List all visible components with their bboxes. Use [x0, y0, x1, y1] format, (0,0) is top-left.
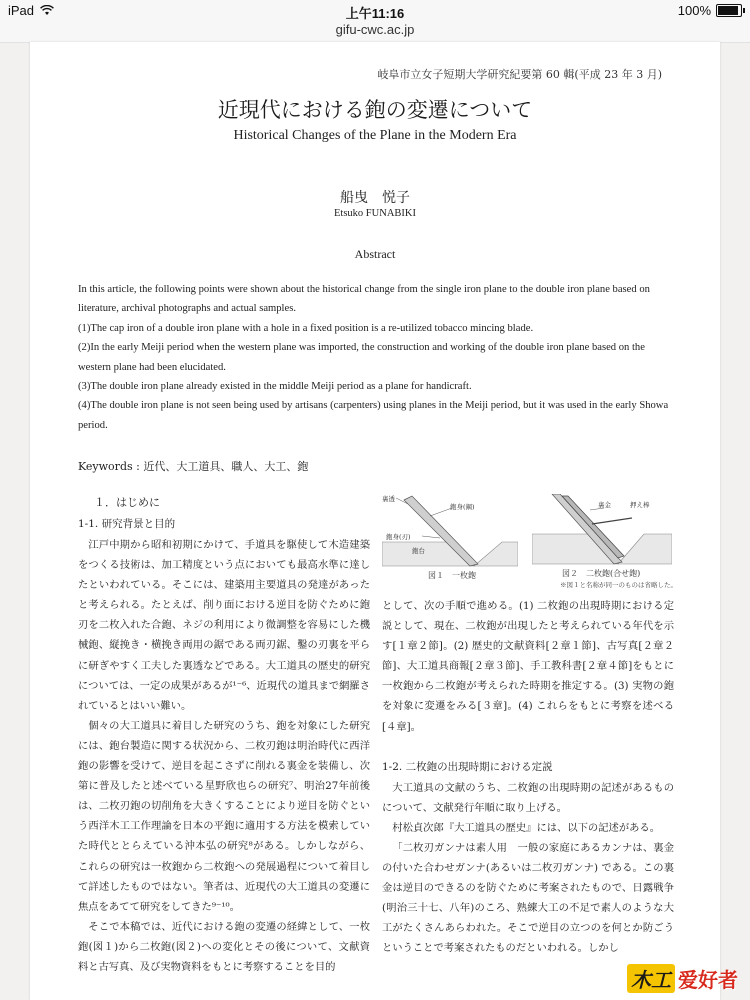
right-column — [382, 494, 677, 959]
figure-1-caption: 図１ 一枚鉋 — [428, 571, 476, 580]
clock: 上午11:16 — [345, 6, 405, 21]
document-page[interactable] — [30, 42, 720, 1000]
body-paragraph: 村松貞次郎『大工道具の歴史』には、以下の記述がある。 — [392, 821, 661, 834]
figure-2 — [532, 494, 677, 590]
left-column — [78, 494, 370, 977]
figure-2-label: 押え棒 — [630, 501, 650, 509]
figure-2-note: ※図１と名称が同一のものは省略した。 — [560, 581, 677, 589]
abstract-paragraph: (2)In the early Meiji period when the western plane was imported, the construction and working of the double iron plane based on the western plane had been elucidated. — [78, 342, 645, 373]
keywords-list: 近代、大工道具、職人、大工、鉋 — [143, 460, 309, 473]
author-english: Etsuko FUNABIKI — [334, 208, 416, 219]
body-paragraph: として、次の手順で進める。(1) 二枚鉋の出現時期における定説として、現在、二枚鉋が出現したと考えられている年代を示す[１章２節]。(2) 歴史的文献資料[２章１節]、古写真[２章２節]、大工道具商報[２章３節]、手工教科書[２章４節]をもとに一枚鉋から二枚鉋が考えられた時期を推定する。(3) 実物の鉋を対象に変遷をみる[３章]。(4) これらをもとに考察を述べる[４章]。 — [382, 600, 674, 733]
status-right — [678, 3, 742, 18]
body-paragraph: 個々の大工道具に着目した研究のうち、鉋を対象にした研究には、鉋台製造に関する状況から、二枚刃鉋は明治時代に西洋鉋の影響を受けて、逆目を起こさずに削れる裏金を装備し、次第に普及したと述べている星野欣也らの研究⁷、明治27年前後は、二枚刃鉋の切削角を大きくすることにより逆目を防ぐという西洋木工工作理論を日本の平鉋に適用する方法を模索していた時代ととらえている沖本弘の研究⁸がある。しかしながら、これらの研究は一枚鉋から二枚鉋への発展過程について着目して詳述したものではない。筆者は、近現代の大工道具の変遷に焦点をあてて研究をしてきた⁹⁻¹⁰。 — [78, 719, 370, 913]
status-bar — [0, 0, 750, 43]
watermark-logo — [627, 964, 738, 992]
figure-1 — [382, 494, 518, 590]
figure-2-label: 裏金 — [598, 501, 611, 509]
abstract-heading: Abstract — [354, 247, 396, 261]
abstract-paragraph: (4)The double iron plane is not seen being used by artisans (carpenters) using planes in the Meiji period, but it was used in the early Showa period. — [78, 400, 669, 431]
abstract-paragraph: (3)The double iron plane already existed in the middle Meiji period as a plane for handicraft. — [78, 381, 472, 393]
figure-1-label: 鉋身(刃) — [386, 533, 411, 541]
figures-row — [382, 494, 677, 590]
section-1-1-heading: 1-1. 研究背景と目的 — [78, 518, 176, 530]
abstract-body — [78, 280, 674, 435]
keywords — [78, 458, 308, 474]
battery-percent: 100% — [677, 3, 711, 18]
figure-1-label: 鉋身(鋼) — [450, 503, 475, 511]
device-label: iPad — [8, 3, 35, 18]
section-gap — [382, 737, 674, 759]
body-paragraph: 江戸中期から昭和初期にかけて、手道具を駆使して木造建築をつくる技術は、加工精度という点においても最高水準に達したといわれている。そこには、建築用主要道具の発達があったと考えられる。たとえば、削り面における逆目を防ぐために鉋刃を二枚入れた合鉋、ネジの利用により微調整を容易にした機械鉋、縦挽き・横挽き両用の鋸である両刃鋸、鑿の刃裏を平らに研ぎやすく工夫した裏透などである。大工道具の歴史的研究については、一定の成果があるが¹⁻⁶、近現代の道具まで網羅されているとはいい難い。 — [78, 539, 370, 712]
body-paragraph: 大工道具の文献のうち、二枚鉋の出現時期の記述があるものについて、文献発行年順に取り上げる。 — [382, 781, 674, 814]
battery-fill — [718, 6, 738, 15]
keywords-label: Keywords : — [78, 460, 140, 473]
figure-2-caption: 図２ 二枚鉋(合せ鉋) — [562, 569, 641, 578]
section-1-2-heading: 1-2. 二枚鉋の出現時期における定説 — [382, 760, 553, 773]
journal-header: 岐阜市立女子短期大学研究紀要第 60 輯(平成 23 年 3 月) — [377, 68, 662, 81]
figure-1-label: 裏透 — [382, 495, 395, 503]
author-japanese: 船曳 悦子 — [340, 190, 410, 206]
title-english: Historical Changes of the Plane in the Modern Era — [233, 128, 517, 143]
body-paragraph: 「二枚刃ガンナは素人用 一般の家庭にあるカンナは、裏金の付いた合わせガンナ(あるいは二枚刃ガンナ) である。この裏金は逆目のできるのを防ぐために考案されたもので、日露戦争(明治三十七、八年)のころ、熟練大工の不足で素人のような大工がたくさんあらわれた。そこで逆目の立つのを何とか防ごうということで考案されたものだといわれる。しかし — [382, 841, 674, 955]
watermark-logo-text: 爱好者 — [678, 969, 738, 992]
title-japanese: 近現代における鉋の変遷について — [217, 98, 533, 122]
abstract-paragraph: In this article, the following points were shown about the historical change from the single iron plane to the double iron plane based on literature, archival photographs and actual samples. — [78, 284, 650, 315]
section-1-heading: １．はじめに — [94, 496, 160, 509]
url-label[interactable]: gifu-cwc.ac.jp — [335, 22, 415, 37]
abstract-paragraph: (1)The cap iron of a double iron plane with a hole in a fixed position is a re-utilized tobacco mincing blade. — [78, 322, 534, 334]
battery-icon — [716, 4, 742, 17]
watermark-logo-mark: 木工 — [627, 964, 675, 993]
body-paragraph: そこで本稿では、近代における鉋の変遷の経緯として、一枚鉋(図１)から二枚鉋(図２)への変化とその後について、文献資料と古写真、及び実物資料をもとに考察することを目的 — [78, 920, 370, 973]
figure-1-label: 鉋台 — [412, 547, 425, 555]
